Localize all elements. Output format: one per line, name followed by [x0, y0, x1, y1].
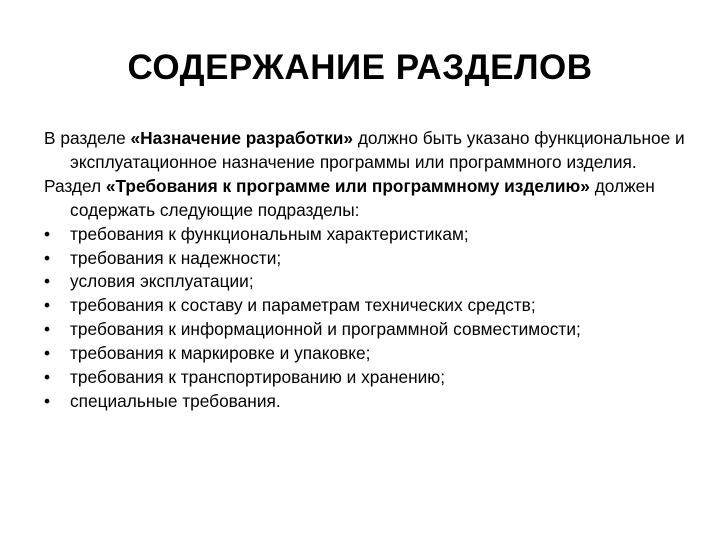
list-item	[44, 247, 704, 271]
paragraph-requirements	[44, 175, 704, 223]
bullet-icon: •	[44, 223, 51, 244]
list-item-text: требования к маркировке и упаковке;	[70, 343, 371, 364]
slide-body	[44, 127, 704, 414]
list-item-text: требования к составу и параметрам технических средств;	[70, 295, 536, 316]
subsection-list	[44, 223, 704, 414]
list-item-text: условия эксплуатации;	[70, 271, 254, 292]
paragraph-requirements-lead: Раздел	[44, 175, 106, 196]
list-item	[44, 318, 704, 342]
list-item	[44, 294, 704, 318]
paragraph-purpose-section-name: «Назначение разработки»	[130, 128, 354, 148]
list-item	[44, 342, 704, 366]
list-item	[44, 366, 704, 390]
bullet-icon: •	[44, 319, 51, 340]
list-item-text: требования к надежности;	[70, 247, 282, 268]
list-item-text: требования к информационной и программной совместимости;	[70, 319, 581, 340]
list-item-text: требования к транспортированию и хранению;	[70, 367, 446, 388]
list-item	[44, 270, 704, 294]
bullet-icon: •	[44, 247, 51, 268]
paragraph-purpose-text: должно быть указано функциональное и эксплуатационное назначение программы или программного изделия.	[70, 128, 685, 172]
list-item	[44, 390, 704, 414]
bullet-icon: •	[44, 390, 51, 411]
paragraph-requirements-section-name: «Требования к программе или программному изделию»	[105, 175, 590, 196]
bullet-icon: •	[44, 271, 51, 292]
bullet-icon: •	[44, 367, 51, 388]
paragraph-requirements-text: должен содержать следующие подразделы:	[70, 175, 655, 220]
bullet-icon: •	[44, 343, 51, 364]
bullet-icon: •	[44, 295, 51, 316]
paragraph-purpose	[44, 127, 704, 175]
slide-title: СОДЕРЖАНИЕ РАЗДЕЛОВ	[127, 48, 593, 87]
list-item	[44, 223, 704, 247]
list-item-text: требования к функциональным характеристикам;	[70, 223, 469, 244]
paragraph-purpose-lead: В разделе	[44, 128, 131, 148]
list-item-text: специальные требования.	[70, 390, 281, 411]
